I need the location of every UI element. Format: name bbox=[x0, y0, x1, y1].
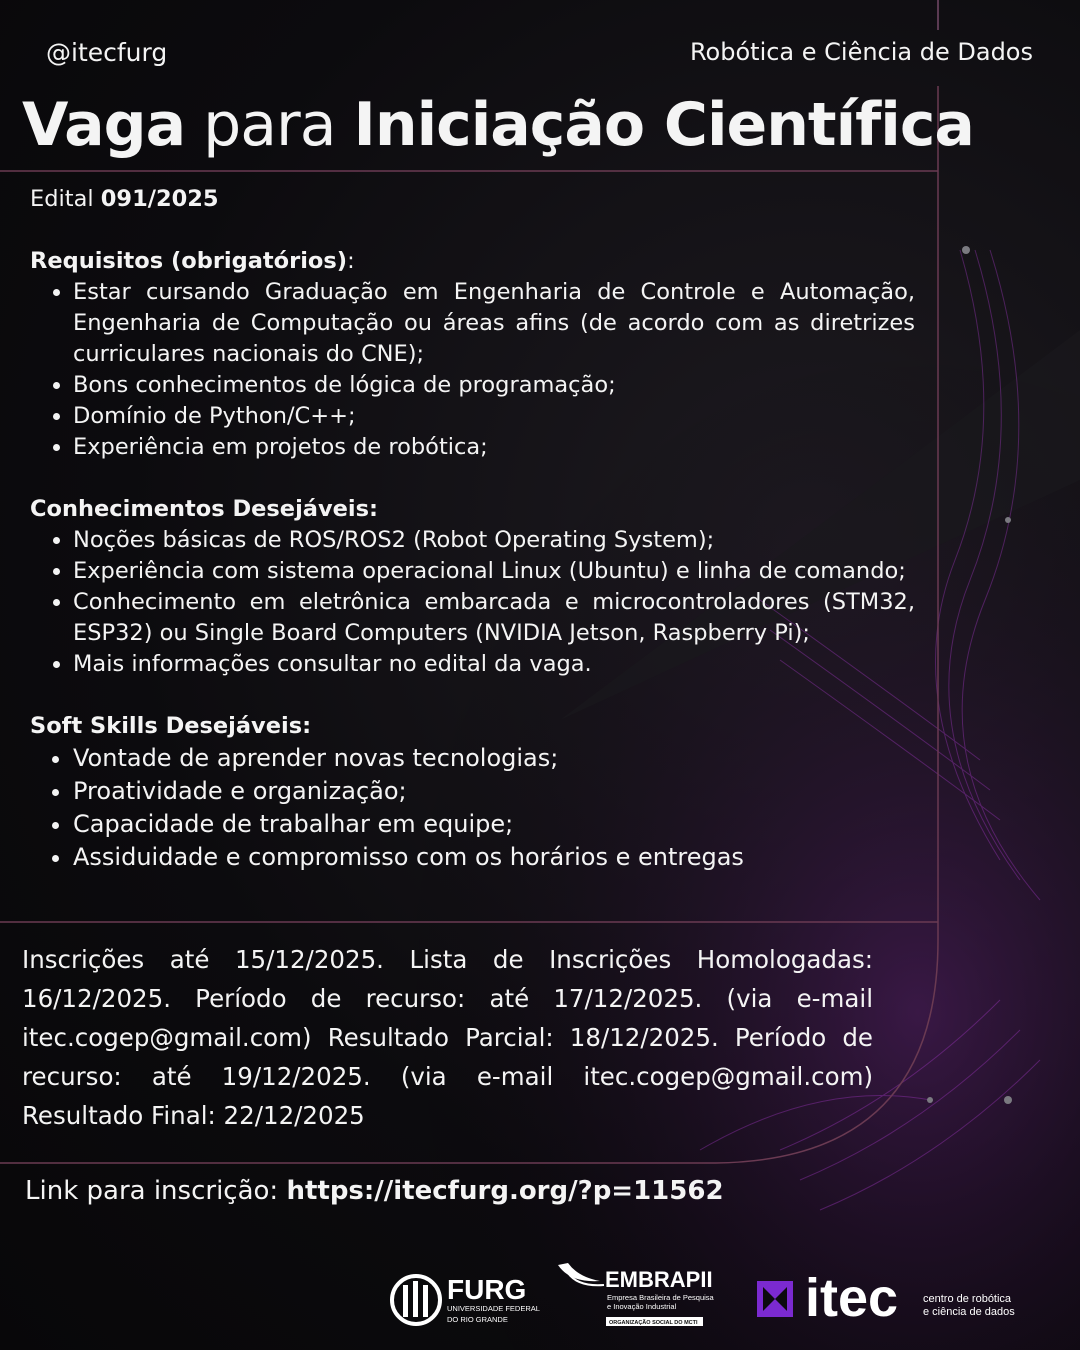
embrapii-logo bbox=[558, 1263, 715, 1326]
title-part-2: para bbox=[185, 90, 354, 160]
itec-logo bbox=[757, 1268, 1015, 1328]
list-item: • Proatividade e organização; bbox=[73, 775, 915, 808]
list-item: • Bons conhecimentos de lógica de programação; bbox=[73, 370, 915, 401]
list-item: • Vontade de aprender novas tecnologias; bbox=[73, 742, 915, 775]
dates-paragraph: Inscrições até 15/12/2025. Lista de Inscrições Homologadas: 16/12/2025. Período de recurso: até 17/12/2025. (via e-mail itec.cogep@gmail.com) Resultado Parcial: 18/12/2025. Período de recurso: até 19/12/2025. (via e-mail itec.cogep@gmail.com) Resultado Final: 22/12/2025 bbox=[22, 945, 873, 1130]
list-soft-skills bbox=[30, 742, 915, 874]
section-title-requisitos bbox=[30, 246, 915, 277]
edital-number: 091/2025 bbox=[100, 186, 219, 212]
partner-logos bbox=[0, 1255, 1080, 1335]
furg-line1: UNIVERSIDADE FEDERAL bbox=[447, 1304, 540, 1313]
edital-label: Edital bbox=[30, 186, 101, 212]
list-requisitos bbox=[30, 277, 915, 463]
furg-line2: DO RIO GRANDE bbox=[447, 1315, 508, 1324]
link-url[interactable]: https://itecfurg.org/?p=11562 bbox=[286, 1176, 724, 1206]
link-label: Link para inscrição: bbox=[25, 1176, 287, 1206]
registration-link bbox=[25, 1176, 724, 1206]
section-title-soft-skills: Soft Skills Desejáveis: bbox=[30, 713, 312, 739]
social-handle: @itecfurg bbox=[46, 38, 168, 67]
list-item: • Experiência em projetos de robótica; bbox=[73, 432, 915, 463]
requisitos-title-suffix: : bbox=[347, 248, 355, 274]
list-item: • Noções básicas de ROS/ROS2 (Robot Operating System); bbox=[73, 525, 915, 556]
title-part-3: Iniciação Científica bbox=[353, 90, 974, 160]
list-desejaveis bbox=[30, 525, 915, 680]
list-item: • Domínio de Python/C++; bbox=[73, 401, 915, 432]
edital-line bbox=[30, 184, 915, 215]
itec-line1: centro de robótica bbox=[923, 1293, 1012, 1305]
main-content bbox=[30, 184, 915, 874]
embrapii-name: EMBRAPII bbox=[605, 1267, 713, 1292]
embrapii-line2: e Inovação Industrial bbox=[607, 1302, 677, 1311]
page-title bbox=[22, 90, 974, 160]
list-item: • Capacidade de trabalhar em equipe; bbox=[73, 808, 915, 841]
list-item: • Experiência com sistema operacional Linux (Ubuntu) e linha de comando; bbox=[73, 556, 915, 587]
title-part-1: Vaga bbox=[22, 90, 186, 160]
requisitos-title-text: Requisitos (obrigatórios) bbox=[30, 248, 348, 274]
furg-name: FURG bbox=[447, 1274, 527, 1305]
header-tagline: Robótica e Ciência de Dados bbox=[689, 38, 1033, 66]
list-item: • Estar cursando Graduação em Engenharia de Controle e Automação, Engenharia de Computação ou áreas afins (de acordo com as diretrizes curriculares nacionais do CNE); bbox=[73, 277, 915, 370]
embrapii-line1: Empresa Brasileira de Pesquisa bbox=[607, 1293, 714, 1302]
list-item: • Conhecimento em eletrônica embarcada e microcontroladores (STM32, ESP32) ou Single Board Computers (NVIDIA Jetson, Raspberry Pi); bbox=[73, 587, 915, 649]
itec-line2: e ciência de dados bbox=[923, 1306, 1015, 1318]
list-item: • Mais informações consultar no edital da vaga. bbox=[73, 649, 915, 680]
list-item: • Assiduidade e compromisso com os horários e entregas bbox=[73, 841, 915, 874]
section-title-desejaveis: Conhecimentos Desejáveis: bbox=[30, 496, 378, 522]
embrapii-line3: ORGANIZAÇÃO SOCIAL DO MCTI bbox=[609, 1320, 698, 1326]
itec-name: itec bbox=[805, 1268, 899, 1328]
furg-logo bbox=[392, 1274, 540, 1324]
